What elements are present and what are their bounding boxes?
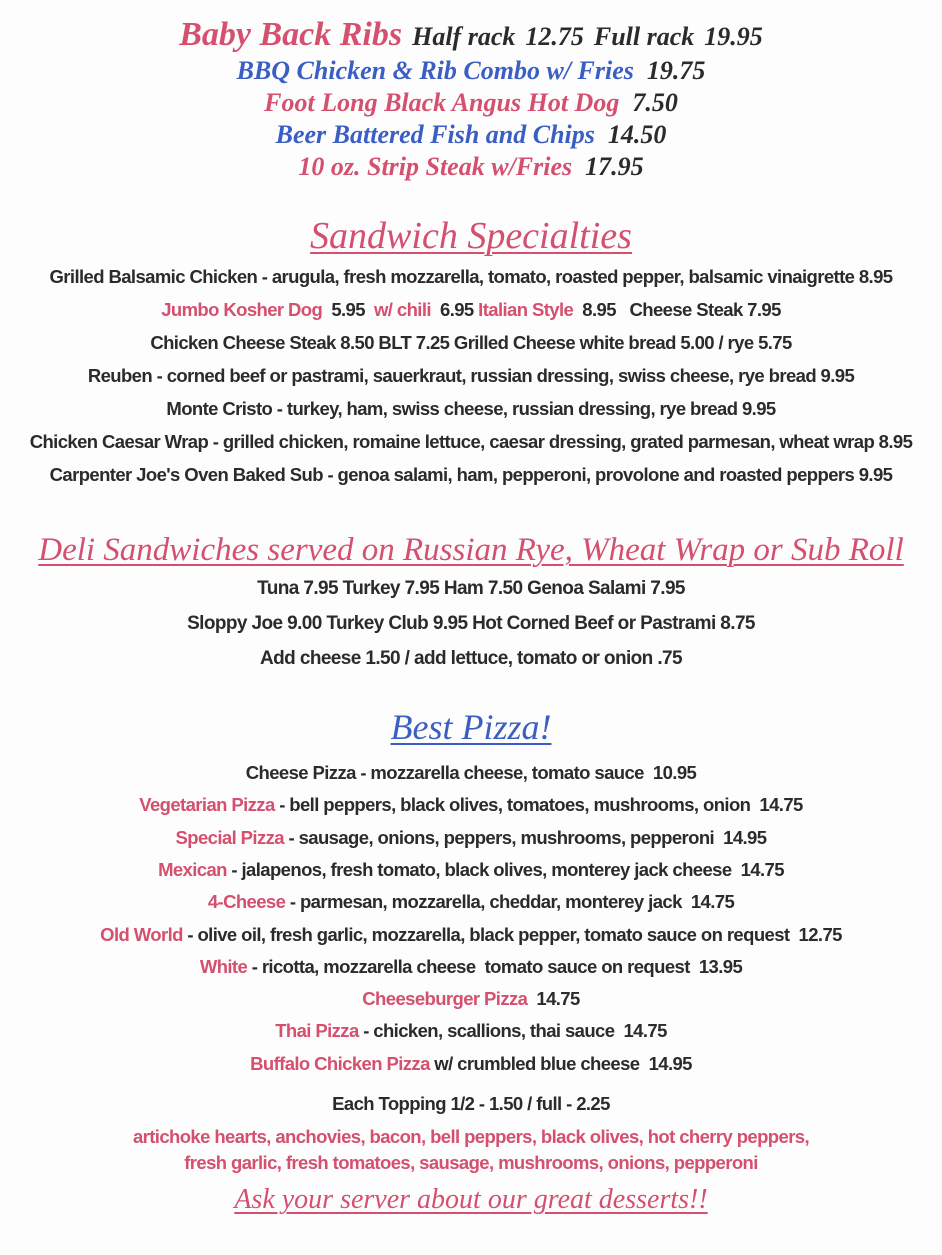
chili-price: 6.95	[440, 299, 474, 320]
sandwich-line: Chicken Cheese Steak 8.50 BLT 7.25 Grilled Cheese white bread 5.00 / rye 5.75	[150, 332, 792, 353]
deli-line: Add cheese 1.50 / add lettuce, tomato or onion .75	[260, 648, 682, 669]
sandwich-line: Carpenter Joe's Oven Baked Sub - genoa salami, ham, pepperoni, provolone and roasted peppers 9.95	[49, 464, 893, 485]
ribs-line	[0, 16, 942, 54]
toppings-line: artichoke hearts, anchovies, bacon, bell peppers, black olives, hot cherry peppers,	[132, 1126, 810, 1147]
pizza-name: 4-Cheese	[207, 891, 286, 913]
pizza-description: - chicken, scallions, thai sauce 14.75	[358, 1020, 667, 1042]
italian-label: Italian Style	[478, 299, 574, 320]
toppings-line: fresh garlic, fresh tomatoes, sausage, mushrooms, onions, pepperoni	[184, 1152, 758, 1173]
sandwich-line: Reuben - corned beef or pastrami, sauerkraut, russian dressing, swiss cheese, rye bread 9.95	[87, 365, 855, 386]
cheese-steak-item: Cheese Steak 7.95	[629, 299, 781, 320]
sandwich-line: Grilled Balsamic Chicken - arugula, fresh mozzarella, tomato, roasted pepper, balsamic vinaigrette 8.95	[49, 266, 893, 287]
pizza-item	[0, 1020, 942, 1042]
sandwich-mixed-line	[0, 299, 942, 321]
pizza-heading: Best Pizza!	[390, 707, 552, 747]
pizza-item	[0, 859, 942, 881]
pizza-name: Cheese Pizza	[245, 762, 356, 783]
pizza-item	[0, 1053, 942, 1075]
pizza-item	[0, 988, 942, 1010]
pizza-description: w/ crumbled blue cheese 14.95	[429, 1052, 692, 1074]
pizza-item	[0, 827, 942, 849]
pizza-item	[0, 794, 942, 816]
pizza-description: - bell peppers, black olives, tomatoes, mushrooms, onion 14.75	[274, 794, 803, 816]
sandwich-line: Monte Cristo - turkey, ham, swiss cheese, russian dressing, rye bread 9.95	[166, 398, 776, 419]
deli-heading: Deli Sandwiches served on Russian Rye, Wheat Wrap or Sub Roll	[38, 532, 904, 568]
deli-line: Tuna 7.95 Turkey 7.95 Ham 7.50 Genoa Salami 7.95	[257, 578, 685, 599]
pizza-description: - sausage, onions, peppers, mushrooms, pepperoni 14.95	[283, 826, 767, 848]
sandwich-line: Chicken Caesar Wrap - grilled chicken, romaine lettuce, caesar dressing, grated parmesan, wheat wrap 8.95	[29, 431, 913, 452]
special-price: 19.75	[646, 56, 706, 85]
special-line	[0, 56, 942, 86]
pizza-item	[0, 762, 942, 784]
pizza-name: Thai Pizza	[275, 1020, 359, 1042]
pizza-description: - mozzarella cheese, tomato sauce 10.95	[355, 762, 697, 783]
pizza-description: - parmesan, mozzarella, cheddar, monterey jack 14.75	[285, 891, 735, 913]
special-line	[0, 152, 942, 182]
pizza-description: - jalapenos, fresh tomato, black olives, monterey jack cheese 14.75	[226, 858, 784, 880]
pizza-description: - olive oil, fresh garlic, mozzarella, black pepper, tomato sauce on request 12.75	[182, 923, 842, 945]
pizza-description: 14.75	[527, 988, 580, 1010]
special-line	[0, 88, 942, 118]
sandwich-heading: Sandwich Specialties	[310, 215, 632, 257]
special-price: 14.50	[607, 120, 667, 149]
ribs-full-price: 19.95	[704, 22, 763, 51]
pizza-item	[0, 956, 942, 978]
ribs-half-label: Half rack	[412, 22, 516, 51]
special-price: 7.50	[632, 88, 678, 117]
special-name: Foot Long Black Angus Hot Dog	[264, 88, 620, 117]
pizza-name: Buffalo Chicken Pizza	[250, 1052, 430, 1074]
kosher-dog-price: 5.95	[331, 299, 365, 320]
pizza-item	[0, 891, 942, 913]
pizza-name: Vegetarian Pizza	[139, 794, 275, 816]
special-name: Beer Battered Fish and Chips	[275, 120, 595, 149]
deli-line: Sloppy Joe 9.00 Turkey Club 9.95 Hot Corned Beef or Pastrami 8.75	[187, 613, 755, 634]
pizza-name: White	[199, 955, 248, 977]
pizza-name: Old World	[100, 923, 183, 945]
pizza-name: Special Pizza	[175, 826, 284, 848]
special-name: 10 oz. Strip Steak w/Fries	[298, 152, 573, 181]
pizza-name: Mexican	[158, 858, 227, 880]
pizza-name: Cheeseburger Pizza	[362, 988, 528, 1010]
topping-price-line: Each Topping 1/2 - 1.50 / full - 2.25	[332, 1093, 610, 1114]
kosher-dog-label: Jumbo Kosher Dog	[161, 299, 323, 320]
special-name: BBQ Chicken & Rib Combo w/ Fries	[236, 56, 634, 85]
italian-price: 8.95	[582, 299, 616, 320]
special-line	[0, 120, 942, 150]
ribs-name: Baby Back Ribs	[179, 16, 403, 53]
ribs-full-label: Full rack	[593, 22, 695, 51]
chili-label: w/ chili	[374, 299, 431, 320]
desserts-note: Ask your server about our great desserts!!	[234, 1184, 708, 1215]
ribs-half-price: 12.75	[525, 22, 584, 51]
pizza-description: - ricotta, mozzarella cheese tomato sauce on request 13.95	[247, 955, 743, 977]
special-price: 17.95	[585, 152, 644, 181]
pizza-item	[0, 924, 942, 946]
